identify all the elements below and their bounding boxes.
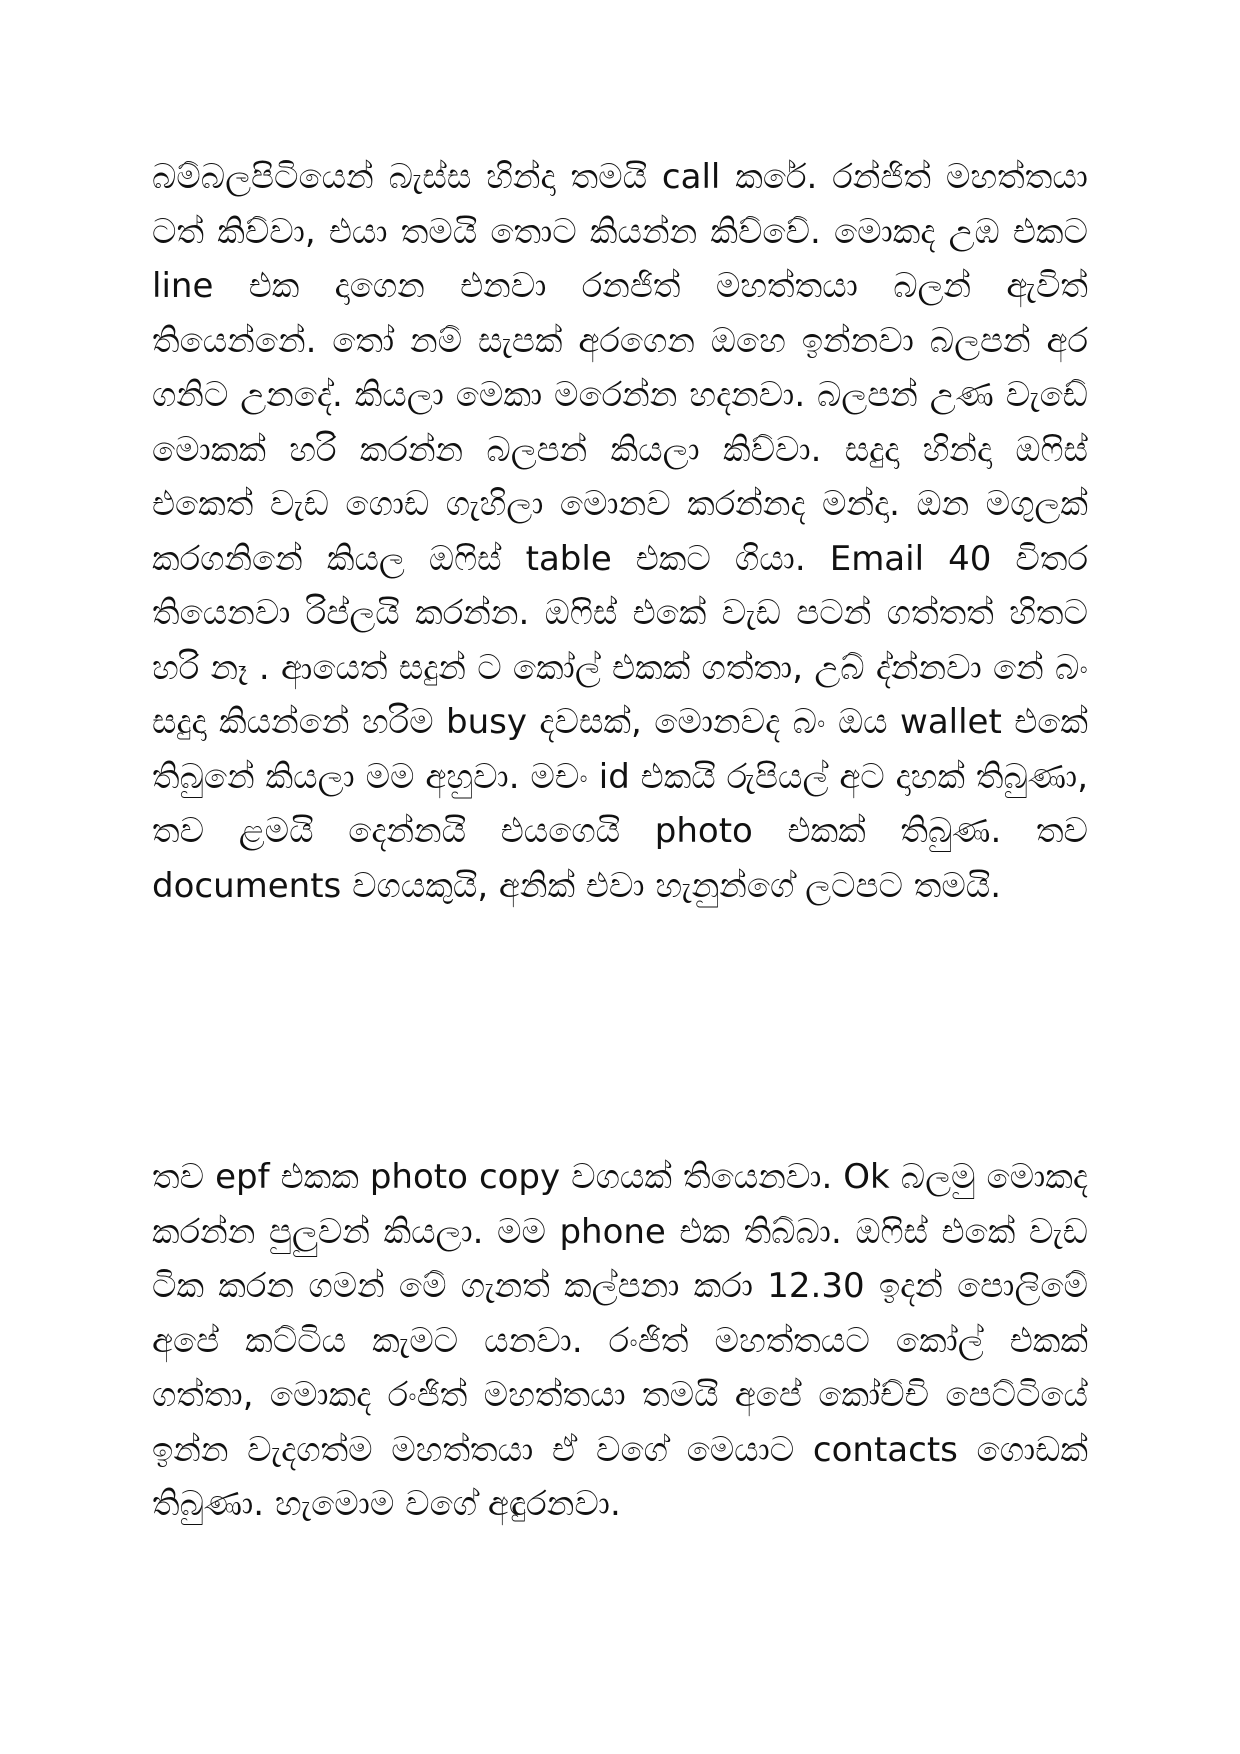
paragraph-2-block [152,1150,1088,1532]
paragraph-1-block [152,150,1088,913]
paragraph-2: තව epf එකක photo copy වගයක් තියෙනවා. Ok බලමු මොකද කරන්න පුලුවන් කියලා. මම phone එක තිබ්බා. ඔෆිස් එකේ වැඩ ටික කරන ගමන් මේ ගැනත් කල්පනා කරා 12.30 ඉදන් පොලිමේ අපේ කට්ටිය කැමට යනවා. රංජිත් මහත්තයට කෝල් එකක් ගත්තා, මොකද රංජිත් මහත්තයා තමයි අපේ කෝච්චි පෙට්ටියේ ඉන්න වැදගත්ම මහත්තයා ඒ වගේ මෙයාට contacts ගොඩක් තිබුණා. හැමොම වගේ අඳුරනවා. [152,1157,1088,1524]
paragraph-1: බම්බලපිටියෙන් බැස්ස හින්දා තමයි call කරේ. රන්ජිත් මහත්තයා ටත් කිව්වා, එයා තමයි තොට කියන්න කිව්වේ. මොකද උඹ එකට line එක දාගෙන එනවා රනජිත් මහත්තයා බලන් ඇවිත් තියෙන්නේ. තෝ නම් සැපක් අරගෙන ඔහෙ ඉන්නවා බලපන් අර ගනිට උනදේ. කියලා මෙකා මරෙන්න හදනවා. බලපන් උණ වැඩේ මොකක් හරි කරන්න බලපන් කියලා කිව්වා. සදුදා හින්දා ඔෆිස් එකෙත් වැඩ ගොඩ ගැහිලා මොනව කරන්නද මන්දා. ඔන මගුලක් කරගනිනේ කියල ඔෆිස් table එකට ගියා. Email 40 විතර තියෙනවා රිප්ලයි කරන්න. ඔෆිස් එකේ වැඩ පටන් ගත්තත් හිතට හරි නෑ . ආයෙත් සදුන් ට කෝල් එකක් ගත්තා, උබ් ද්න්නවා නේ බං සදුදා කියන්නේ හරිම busy දවසක්, මොනවද බං ඔය wallet එකේ තිබුනේ කියලා මම අහුවා. මචං id එකයි රුපියල් අට දාහක් තිබුණා, තව ළමයි දෙන්නයි එයගෙයි photo එකක් තිබුණ. තව documents වගයකුයි, අනික් එවා හැනුන්ගේ ලටපට තමයි. [152,157,1088,906]
